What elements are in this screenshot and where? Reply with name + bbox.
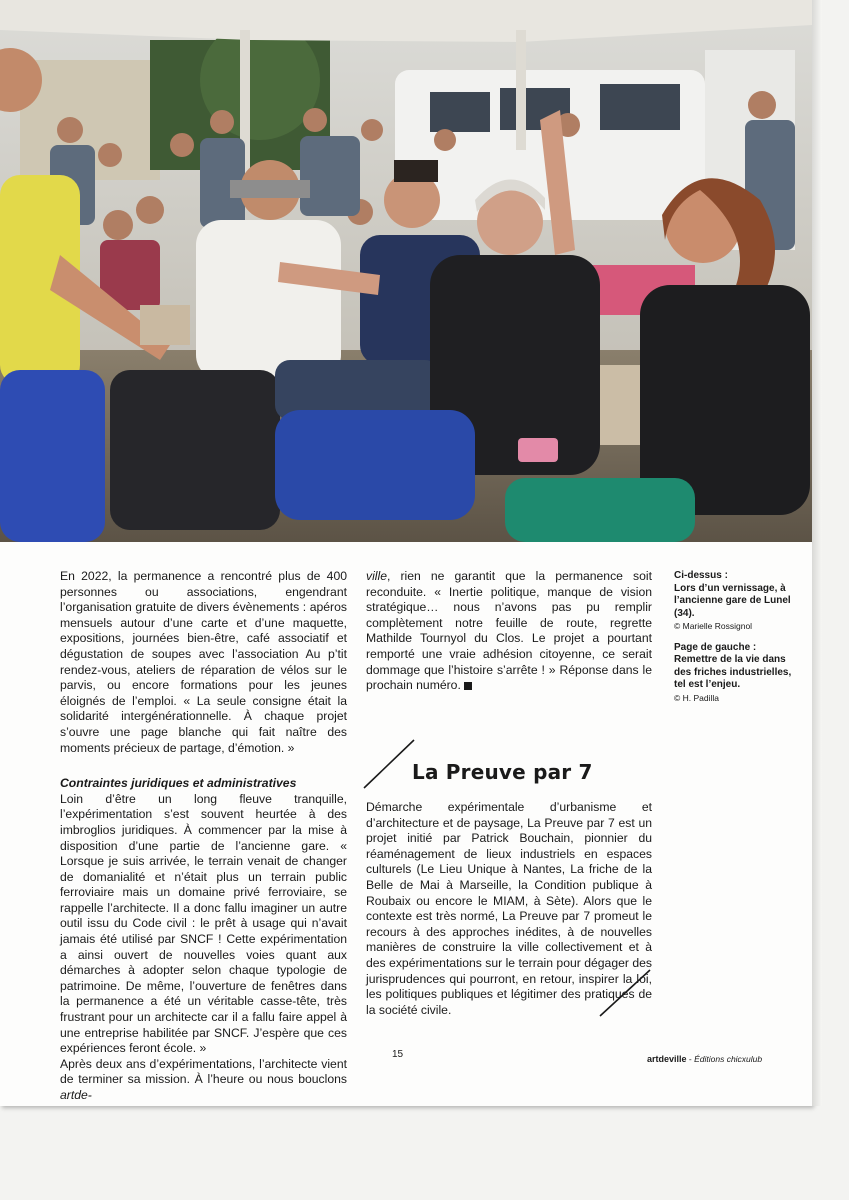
magazine-name-italic: artde- <box>60 1088 92 1102</box>
caption-text: Remettre de la vie dans des friches industrielles, tel est l’enjeu. <box>674 654 792 690</box>
text-run: Après deux ans d’expérimentations, l’architecte vient de terminer sa mission. À l’heure ou nous bouclons <box>60 1056 347 1087</box>
page-number: 15 <box>392 1049 404 1060</box>
article-paragraph <box>60 1057 347 1104</box>
caption-text: Lors d’un vernissage, à l’ancienne gare de Lunel (34). <box>674 582 791 619</box>
article-paragraph: En 2022, la permanence a rencontré plus de 400 personnes ou associations, engendrant l’organisation gratuite de divers évènements : apéros mensuels autour d’une carte et d’une maquette, expositions, journées bien-être, café associatif et dégustation de soupes avec l’association Au p’tit rendez-vous, ateliers de réparation de vélos sur le parvis, ou encore formations pour les jeunes éloignés de l’emploi. « La seule consigne était la solidarité intergénérationnelle. À chaque projet s’ouvre une page blanche qui fait naître des moments précieux de partage, d’émotion. » <box>60 569 347 755</box>
event-photo <box>0 0 812 542</box>
article-paragraph <box>366 569 652 694</box>
decorative-slash-bottom <box>598 968 652 1018</box>
article-column-right <box>366 569 652 694</box>
photo-credit: © H. Padilla <box>674 692 720 703</box>
page-edge <box>812 0 822 1106</box>
caption-above <box>674 570 792 633</box>
magazine-name: artdeville <box>647 1054 687 1064</box>
text-run: , rien ne garantit que la permanence soit reconduite. « Inertie politique, manque de vision stratégique… nous n’avons pas pu remplir complètement notre feuille de route, regrette Mathilde Tournyol du Clos. Le projet a pourtant remporté une vraie adhésion citoyenne, ce serait dommage que l’histoire s’arrête ! » Réponse dans le prochain numéro. <box>366 569 652 693</box>
photo-captions <box>674 570 792 704</box>
article-paragraph: Loin d’être un long fleuve tranquille, l’expérimentation s’est souvent heurtée à des imbroglios juridiques. À commencer par la mise à disposition d’une partie de l’ancienne gare. « Lorsque je suis arrivée, le terrain venait de changer de domanialité et n’était plus un terrain public ferroviaire mais un domaine privé ferroviaire, se rappelle l’architecte. Il a donc fallu imaginer un autre outil issu du Code civil : le prêt à usage qui n’avait jamais été utilisé par SNCF ! Cette expérimentation a ainsi ouvert de nouvelles voies quant aux démarches à adopter selon chaque typologie de patrimoine. De même, l’ouverture de fenêtres dans la permanence a été un véritable casse-tête, très frustrant pour un architecte car il a fallu faire appel à une entreprise habilitée par SNCF. J’espère que ces expériences feront école. » <box>60 791 347 1056</box>
magazine-name-italic: ville <box>366 569 387 583</box>
end-of-article-square-icon <box>464 682 472 690</box>
photo-credit: © Marielle Rossignol <box>674 621 753 631</box>
caption-title: Ci-dessus : <box>674 570 728 581</box>
section-subheading: Contraintes juridiques et administratives <box>60 776 297 791</box>
publisher-name: Éditions chicxulub <box>694 1054 763 1064</box>
footer-masthead <box>647 1054 762 1064</box>
footer-separator: - <box>686 1054 695 1064</box>
decorative-slash-top <box>362 738 416 790</box>
caption-title: Page de gauche : <box>674 641 757 653</box>
sidebar-box-title: La Preuve par 7 <box>412 760 593 784</box>
article-column-left <box>60 569 347 1104</box>
sidebar-box-text: Démarche expérimentale d’urbanisme et d’architecture et de paysage, La Preuve par 7 est un projet initié par Patrick Bouchain, pionnier du réaménagement de lieux industriels en espaces culturels (Le Lieu Unique à Nantes, La friche de la Belle de Mai à Marseille, la Condition publique à Roubaix ou encore le MIAM, à Sète). Alors que le contexte est très normé, La Preuve par 7 promeut le recours à des approches inédites, à de nouvelles manières de construire la ville collectivement et à des expérimentations sur le terrain pour dégager des jurisprudences qui pourront, en retour, inspirer la loi, les politiques publiques et légitimer des pratiques de la société civile. <box>366 800 652 1017</box>
caption-left-page <box>674 642 792 705</box>
vernissage-scene-illustration <box>0 0 812 542</box>
